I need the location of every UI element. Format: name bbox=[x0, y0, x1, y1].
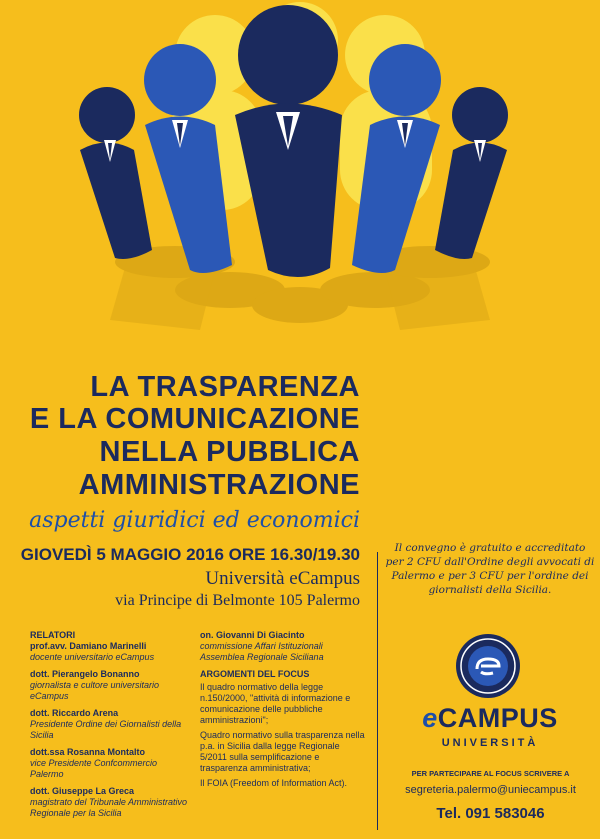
topic-item: Il quadro normativo della legge n.150/2000, "attività di informazione e comunicazione delle pubbliche amministrazioni"; bbox=[200, 682, 351, 725]
speaker-item bbox=[30, 641, 190, 663]
speaker-role: commissione Affari Istituzionali Assemblea Regionale Siciliana bbox=[200, 641, 324, 662]
speaker-item bbox=[30, 708, 190, 741]
speaker-name: dott. Giuseppe La Greca bbox=[30, 786, 135, 796]
event-venue: Università eCampus bbox=[205, 568, 360, 589]
topics-heading: ARGOMENTI DEL FOCUS bbox=[200, 669, 310, 679]
topic-item: Quadro normativo sulla trasparenza nella p.a. in Sicilia dalla legge Regionale 5/2011 sulla semplificazione e trasparenza amministrativa; bbox=[200, 730, 365, 773]
speaker-role: giornalista e cultore universitario eCampus bbox=[30, 680, 160, 701]
speaker-role: vice Presidente Confcommercio Palermo bbox=[30, 758, 158, 779]
speaker-item bbox=[30, 747, 190, 780]
topic-item: Il FOIA (Freedom of Information Act). bbox=[200, 778, 348, 788]
contact-heading: PER PARTECIPARE AL FOCUS SCRIVERE A bbox=[411, 769, 570, 778]
speakers-column bbox=[30, 630, 190, 819]
person-figure-center bbox=[235, 5, 342, 277]
hero-illustration bbox=[0, 0, 600, 360]
title-line-1: LA TRASPARENZA bbox=[90, 371, 360, 403]
contact-email[interactable]: segreteria.palermo@uniecampus.it bbox=[405, 784, 576, 796]
speaker-role: Presidente Ordine dei Giornalisti della Sicilia bbox=[30, 719, 182, 740]
event-address: via Principe di Belmonte 105 Palermo bbox=[115, 592, 360, 609]
speaker-item bbox=[30, 786, 190, 819]
speaker-name: on. Giovanni Di Giacinto bbox=[200, 630, 305, 640]
speaker-role: docente universitario eCampus bbox=[30, 652, 155, 662]
ecampus-logo-icon bbox=[455, 633, 521, 699]
contact-phone[interactable]: Tel. 091 583046 bbox=[436, 805, 545, 822]
speaker-role: magistrato del Tribunale Amministrativo Regionale per la Sicilia bbox=[30, 797, 188, 818]
speaker-name: dott.ssa Rosanna Montalto bbox=[30, 747, 146, 757]
brand-e: e bbox=[422, 703, 438, 733]
subtitle: aspetti giuridici ed economici bbox=[29, 508, 360, 533]
accreditation-note: Il convegno è gratuito e accreditato per 2 CFU dall'Ordine degli avvocati di Palermo e per 3 CFU per l'ordine dei giornalisti della Sicilia. bbox=[385, 542, 595, 596]
brand-subtitle: UNIVERSITÀ bbox=[441, 737, 539, 749]
speakers-heading: RELATORI bbox=[30, 630, 76, 640]
title-line-4: AMMINISTRAZIONE bbox=[78, 469, 360, 501]
speaker-item bbox=[30, 669, 190, 702]
person-figure-right bbox=[435, 87, 508, 259]
speaker-name: prof.avv. Damiano Marinelli bbox=[30, 641, 147, 651]
topics-column bbox=[200, 630, 368, 789]
speaker-name: dott. Pierangelo Bonanno bbox=[30, 669, 140, 679]
person-figure-left bbox=[79, 87, 152, 259]
column-divider bbox=[377, 552, 378, 830]
speaker-name: dott. Riccardo Arena bbox=[30, 708, 119, 718]
title-line-3: NELLA PUBBLICA bbox=[99, 436, 360, 468]
brand-campus: CAMPUS bbox=[437, 703, 558, 733]
title-line-2: E LA COMUNICAZIONE bbox=[29, 403, 360, 435]
event-date: GIOVEDÌ 5 MAGGIO 2016 ORE 16.30/19.30 bbox=[20, 545, 360, 564]
brand-name bbox=[410, 703, 570, 734]
